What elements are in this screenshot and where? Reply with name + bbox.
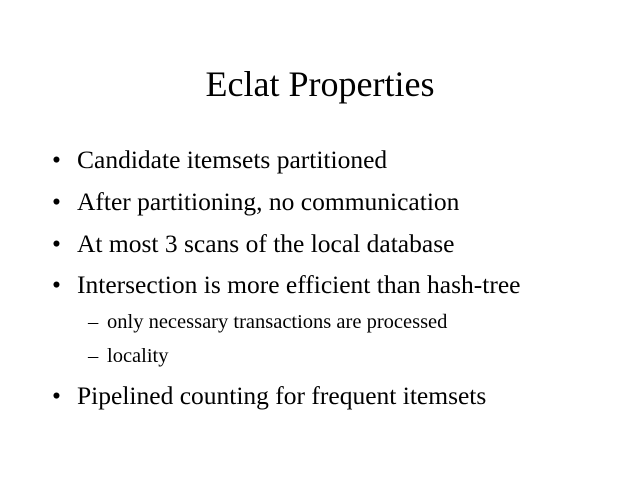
bullet-item (52, 268, 520, 302)
bullet-text: Candidate itemsets partitioned (77, 145, 388, 174)
sub-bullet-marker: – (88, 311, 99, 333)
sub-bullet-text: only necessary transactions are processed (107, 311, 448, 333)
slide-title: Eclat Properties (205, 64, 435, 104)
sub-bullet-text: locality (107, 345, 169, 367)
sub-bullet-item (88, 342, 168, 370)
bullet-text: After partitioning, no communication (77, 187, 460, 216)
bullet-text: Intersection is more efficient than hash-tree (77, 270, 521, 299)
bullet-text: At most 3 scans of the local database (77, 229, 455, 258)
bullet-text: Pipelined counting for frequent itemsets (77, 381, 487, 410)
bullet-marker: • (52, 381, 61, 410)
bullet-item (52, 185, 459, 219)
bullet-marker: • (52, 187, 61, 216)
bullet-item (52, 143, 387, 177)
bullet-marker: • (52, 270, 61, 299)
bullet-item (52, 227, 454, 261)
sub-bullet-marker: – (88, 345, 99, 367)
bullet-marker: • (52, 229, 61, 258)
bullet-marker: • (52, 145, 61, 174)
bullet-item (52, 379, 486, 413)
sub-bullet-item (88, 308, 447, 336)
